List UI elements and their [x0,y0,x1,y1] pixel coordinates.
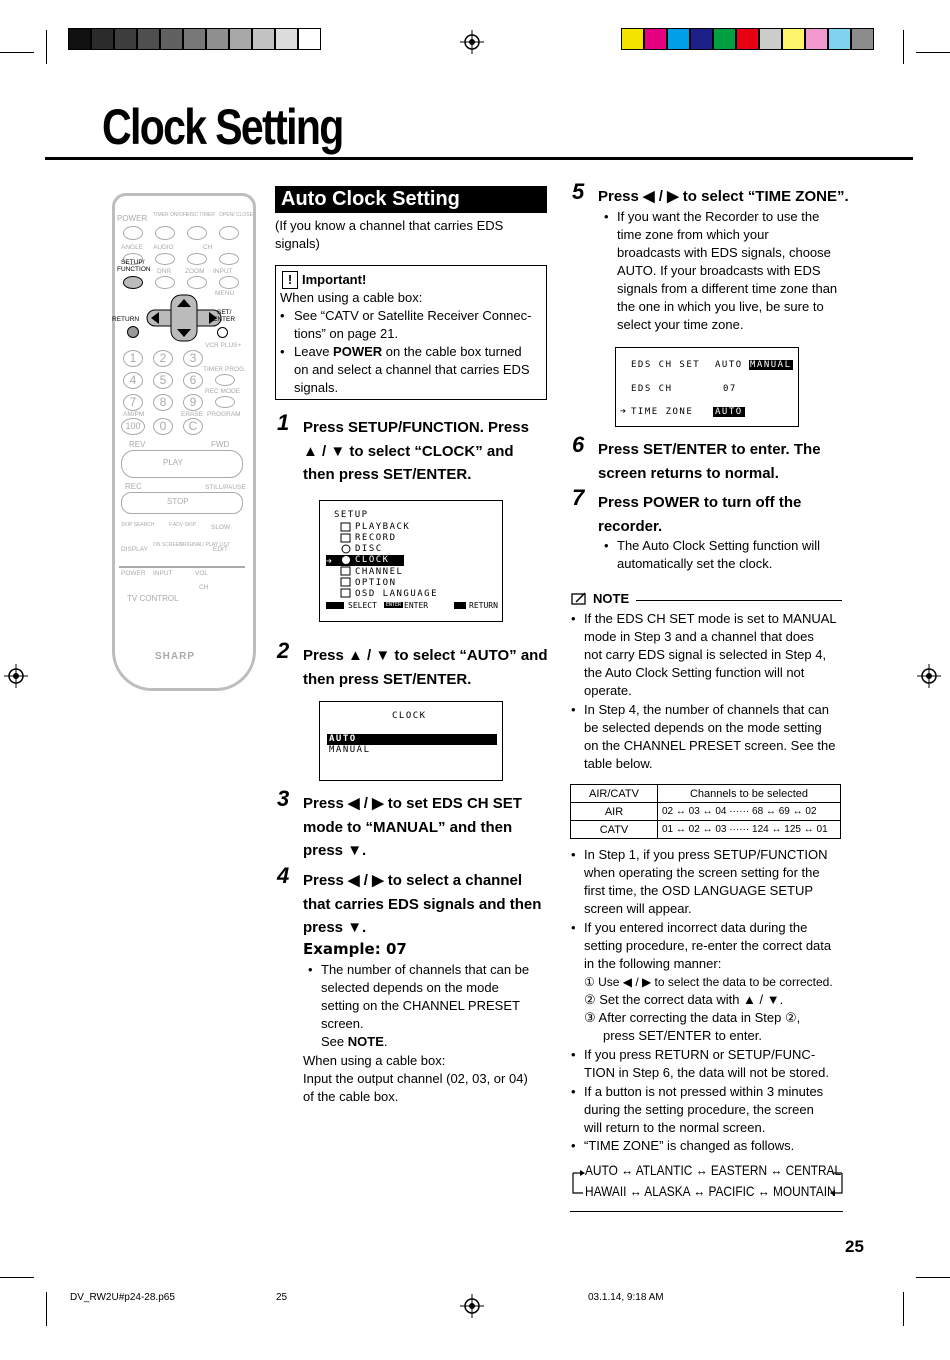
enter-key-icon: ENTER [386,602,402,608]
remote-label: DNR [157,268,172,275]
table-cell: 02 ↔ 03 ↔ 04 ······ 68 ↔ 69 ↔ 02 [658,803,841,821]
digit-button-icon: 5 [153,372,173,389]
bullet-dot: • [571,611,576,626]
remote-label-function: FUNCTION [117,266,151,273]
important-bullet-1 [294,307,531,343]
calibration-swatch [252,28,275,50]
remote-label-return: RETURN [112,316,140,323]
up-down-key-icon [326,602,344,609]
footer-date: 03.1.14, 9:18 AM [588,1292,664,1303]
calibration-swatch [183,28,206,50]
note-line: when operating the screen setting for the [584,865,820,880]
bullet-line: If you want the Recorder to use the [617,209,820,224]
calibration-swatch [114,28,137,50]
section-heading: Auto Clock Setting [275,186,547,213]
remote-label: FWD [211,440,230,449]
note-bullet-5 [584,1046,829,1082]
step-line: Press SET/ENTER to enter. The [598,441,821,458]
remote-label: POWER [121,570,146,577]
bullet-dot: • [571,847,576,862]
bullet-dot: • [571,702,576,717]
remote-label: INPUT [153,570,173,577]
text-run: See [321,1034,348,1049]
step-number: 4 [277,863,290,888]
calibration-swatch [828,28,851,50]
remote-label: SKIP SEARCH [121,522,155,528]
remote-label: AM/PM [123,411,145,418]
calibration-swatch [137,28,160,50]
remote-label: STILL/PAUSE [205,484,246,491]
set-enter-button-icon [217,327,228,338]
note-line: In Step 1, if you press SETUP/FUNCTION [584,847,828,862]
digit-button-icon: C [183,418,203,435]
bullet-line: signals from a different time zone than [617,281,838,296]
footer-file: DV_RW2U#p24-28.p65 [70,1292,175,1303]
eds-setting-screen [615,347,799,427]
bullet-line: AUTO. If your broadcasts with EDS [617,263,821,278]
remote-button-icon [219,276,239,289]
registration-mark-icon [460,30,484,54]
step-line: Press POWER to turn off the [598,494,802,511]
digit-button-icon: 3 [183,350,203,367]
pointer-arrow-icon: ➔ [326,556,333,567]
bullet-dot: • [571,1084,576,1099]
important-line: on and select a channel that carries EDS [294,362,530,377]
remote-label: INPUT [213,268,233,275]
bullet-dot: • [280,308,285,323]
page-title: Clock Setting [102,99,343,155]
intro-line: signals) [275,236,320,251]
remote-label: REC MODE [205,388,241,395]
step-4-bullet [321,961,529,1051]
page-number: 25 [845,1237,864,1256]
remote-label: ANGLE [121,244,144,251]
setup-item: RECORD [355,533,397,543]
digit-button-icon: 4 [123,372,143,389]
digit-button-icon: 6 [183,372,203,389]
important-bullet-2 [294,343,530,397]
table-row [571,803,841,821]
important-label: Important! [302,272,367,287]
step-number: 2 [277,638,290,663]
note-line: during the setting procedure, the screen [584,1102,814,1117]
eds-row-label: TIME ZONE [631,407,694,417]
note-subitem: ① Use ◀ / ▶ to select the data to be corrected. [584,975,833,989]
crop-mark [903,1292,904,1326]
table-header: Channels to be selected [658,785,841,803]
remote-button-icon [215,396,235,408]
note-line: If you entered incorrect data during the [584,920,808,935]
note-bullet-6 [584,1083,823,1137]
bullet-line: broadcasts with EDS signals, choose [617,245,831,260]
step-line: Press ◀ / ▶ to select a channel [303,872,522,889]
timezone-cycle-row-1: AUTO ↔ ATLANTIC ↔ EASTERN ↔ CENTRAL [585,1162,842,1178]
crop-mark [916,52,950,53]
step-6-text [598,438,821,485]
brand-logo: SHARP [155,651,196,662]
remote-button-icon [215,374,235,386]
return-key-icon [454,602,466,609]
remote-button-icon [219,253,239,265]
note-label: NOTE [593,591,630,606]
step-line: mode to “MANUAL” and then [303,818,513,836]
setup-title: SETUP [334,510,369,520]
calibration-swatch [91,28,114,50]
note-bullet-4 [584,919,833,1045]
note-bullet-2 [584,701,835,773]
screen-top-border [320,701,502,702]
eds-row-label: EDS CH [631,384,673,394]
calibration-swatch [275,28,298,50]
note-subitem: ③ After correcting the data in Step ②, [584,1010,801,1025]
remote-divider [119,566,245,568]
step-line: then press SET/ENTER. [303,670,472,688]
note-line: TION in Step 6, the data will not be stored. [584,1065,829,1080]
remote-label: CH [199,584,209,591]
registration-mark-icon [460,1294,484,1318]
step-number: 7 [572,485,585,510]
calibration-swatch [160,28,183,50]
bullet-dot: • [308,962,313,977]
calibration-swatch [298,28,321,50]
important-box [275,265,547,400]
bottom-rule [570,1211,843,1212]
bullet-line: The Auto Clock Setting function will [617,538,821,553]
calibration-swatch [68,28,91,50]
remote-label: POWER [117,214,148,223]
bullet-dot: • [604,538,609,553]
digit-button-icon: 100 [121,418,145,435]
setup-item: OPTION [355,578,397,588]
step-number: 6 [572,432,585,457]
setup-item: CHANNEL [355,567,404,577]
bullet-line: setting on the CHANNEL PRESET [321,998,520,1013]
remote-button-icon [187,226,207,240]
registration-mark-icon [917,664,941,688]
table-row [571,785,841,803]
calibration-swatch [667,28,690,50]
remote-label: PLAY [163,458,183,467]
note-bullet-1 [584,610,837,700]
remote-label: TIMER ON/OFF [153,212,189,218]
crop-mark [903,30,904,64]
digit-button-icon: 1 [123,350,143,367]
note-rule [636,600,842,601]
exclamation-icon: ! [282,271,298,289]
step-line: then press SET/ENTER. [303,466,472,483]
remote-label: TV CONTROL [127,594,179,603]
cable-line: of the cable box. [303,1089,399,1104]
step-number: 5 [572,179,585,204]
note-subitem: press SET/ENTER to enter. [603,1028,762,1043]
step-line: ▲ / ▼ to select “CLOCK” and [303,442,514,460]
remote-label: DISPLAY [121,546,148,553]
digit-button-icon: 8 [153,394,173,411]
note-bullet-7: “TIME ZONE” is changed as follows. [584,1138,795,1153]
remote-label: VCR PLUS+ [205,342,242,349]
example-label: Example: 07 [303,940,407,958]
important-line: See “CATV or Satellite Receiver Connec- [294,308,532,323]
remote-label: PROGRAM [207,411,241,418]
note-bullet-3 [584,846,827,918]
important-line: tions” on page 21. [294,326,399,341]
note-line: In Step 4, the number of channels that can [584,702,829,717]
eds-option-selected: MANUAL [750,360,792,370]
digit-button-icon: 2 [153,350,173,367]
remote-label: REC [125,482,142,491]
note-line: setting procedure, re-enter the correct data [584,938,832,953]
bullet-line: screen. [321,1016,364,1031]
bullet-line: time zone from which your [617,227,769,242]
step-line: press ▼. [303,842,367,859]
step-line: that carries EDS signals and then [303,895,542,913]
remote-label: SLOW [211,524,231,531]
important-line: signals. [294,380,339,395]
calibration-swatch [805,28,828,50]
remote-label: ERASE [181,411,204,418]
step-line: Press ▲ / ▼ to select “AUTO” and [303,647,548,664]
table-row [571,821,841,839]
step-5-text [598,185,849,209]
step-7-text [598,491,801,538]
calibration-swatch [229,28,252,50]
calibration-swatch [644,28,667,50]
cable-box-note [303,1052,528,1106]
crop-mark [0,52,34,53]
digit-button-icon: 9 [183,394,203,411]
setup-item: DISC [355,544,383,554]
zoom-button-icon [187,276,207,289]
remote-label: DISC TIMER [186,212,215,218]
note-line: in the following manner: [584,956,722,971]
setup-item: PLAYBACK [355,522,411,532]
remote-label: F.ADV SKIP [169,522,196,528]
remote-label: ZOOM [185,268,205,275]
text-run: Leave [294,344,334,359]
footer-page: 25 [276,1292,288,1303]
bullet-line: the one in which you live, be sure to [617,299,824,314]
note-line: first time, the OSD LANGUAGE SETUP [584,883,813,898]
digit-button-icon: 7 [123,394,143,411]
footer-enter: ENTER [404,601,429,610]
bullet-dot: • [571,1047,576,1062]
bullet-line: selected depends on the mode [321,980,499,995]
note-line: operate. [584,683,632,698]
calibration-swatch [206,28,229,50]
bullet-dot: • [571,1138,576,1153]
step-line: Press SETUP/FUNCTION. Press [303,419,529,436]
clock-option-selected: AUTO [329,734,357,744]
remote-control-illustration [112,193,256,691]
setup-function-button-icon [123,276,143,289]
step-2-text [303,644,547,691]
digit-button-icon: 0 [153,418,173,435]
crop-mark [46,1292,47,1326]
step-1-text [303,416,529,487]
calibration-swatch [782,28,805,50]
calibration-swatch [690,28,713,50]
intro-line: (If you know a channel that carries EDS [275,218,504,233]
bullet-line: automatically set the clock. [617,556,773,571]
remote-label: MENU [215,290,235,297]
eds-channel-value: 07 [723,384,737,394]
registration-mark-icon [4,664,28,688]
clock-title: CLOCK [392,711,427,721]
remote-label: ORIGINAL/ PLAY LIST [179,542,230,548]
crop-mark [916,1277,950,1278]
return-button-icon [127,326,139,338]
setup-menu-screen [319,500,503,622]
note-line: mode in Step 3 and a channel that does [584,629,814,644]
eds-timezone-value: AUTO [715,407,743,417]
direction-pad-icon [145,293,223,343]
timezone-cycle-row-2: HAWAII ↔ ALASKA ↔ PACIFIC ↔ MOUNTAIN [585,1183,836,1199]
step-line: Press ◀ / ▶ to select “TIME ZONE”. [598,188,849,205]
step-4-text [303,869,541,940]
remote-button-icon [219,226,239,240]
remote-label-set: SET/ [217,309,232,316]
remote-label-setup: SETUP/ [121,259,145,266]
text-run-bold: NOTE [347,1034,384,1049]
step-line: press ▼. [303,919,367,936]
bullet-dot: • [571,920,576,935]
note-line: be selected depends on the mode setting [584,720,822,735]
footer-select: SELECT [348,601,377,610]
text-run: . [383,1034,388,1049]
remote-label: VOL [195,570,209,577]
intro-text [275,217,503,253]
remote-label: EDIT [213,546,228,553]
calibration-swatch [621,28,644,50]
note-line: If the EDS CH SET mode is set to MANUAL [584,611,837,626]
note-line: screen will appear. [584,901,692,916]
channel-table [570,784,841,839]
footer-return: RETURN [469,601,498,610]
clock-menu-screen [319,701,503,781]
note-line: will return to the normal screen. [584,1120,766,1135]
remote-button-icon [187,253,207,265]
remote-button-icon [155,276,175,289]
cable-line: Input the output channel (02, 03, or 04) [303,1071,528,1086]
step-line: recorder. [598,517,663,535]
setup-item-selected: CLOCK [355,555,390,565]
remote-label: OPEN/ CLOSE [219,212,253,218]
table-cell: 01 ↔ 02 ↔ 03 ······ 124 ↔ 125 ↔ 01 [658,821,841,839]
note-subitem: ② Set the correct data with ▲ / ▼. [584,992,784,1007]
step-line: Press ◀ / ▶ to set EDS CH SET [303,795,522,812]
crop-mark [46,30,47,64]
title-rule [45,157,913,160]
remote-button-icon [155,226,175,240]
table-cell: AIR [571,803,658,821]
bullet-dot: • [604,209,609,224]
pointer-arrow-icon: ➔ [620,406,627,417]
note-line: If you press RETURN or SETUP/FUNC- [584,1047,816,1062]
step-3-text [303,792,522,863]
remote-label: AUDIO [153,244,174,251]
bullet-line: The number of channels that can be [321,962,530,977]
eds-row-label: EDS CH SET [631,360,701,370]
remote-label-enter: ENTER [213,316,236,323]
note-line: the Auto Clock Setting function will not [584,665,805,680]
screen-top-border [616,347,798,348]
eds-option: AUTO [715,360,743,370]
important-line: When using a cable box: [280,290,423,305]
step-5-bullet [617,208,837,334]
calibration-swatch [736,28,759,50]
note-line: table below. [584,756,653,771]
setup-menu-icons [340,522,352,600]
note-line: on the CHANNEL PRESET screen. See the [584,738,836,753]
calibration-swatch [759,28,782,50]
step-number: 1 [277,410,290,435]
calibration-swatch [851,28,874,50]
remote-button-icon [155,253,175,265]
note-line: If a button is not pressed within 3 minutes [584,1084,824,1099]
text-run: on the cable box turned [382,344,522,359]
step-7-bullet [617,537,820,573]
remote-label: REV [129,440,146,449]
power-button-icon [123,226,143,240]
setup-item: OSD LANGUAGE [355,589,439,599]
step-number: 3 [277,786,290,811]
bullet-line: select your time zone. [617,317,744,332]
table-cell: CATV [571,821,658,839]
remote-label: TIMER PROG. [203,366,246,373]
remote-label: ON SCREEN [153,542,183,548]
note-line: not carry EDS signal is selected in Step 4, [584,647,827,662]
crop-mark [0,1277,34,1278]
clock-option: MANUAL [329,745,371,755]
remote-label: CH [203,244,213,251]
cable-line: When using a cable box: [303,1053,446,1068]
calibration-swatch [713,28,736,50]
remote-label: STOP [167,497,189,506]
bullet-dot: • [280,344,285,359]
table-header: AIR/CATV [571,785,658,803]
step-line: screen returns to normal. [598,464,779,482]
text-run-bold: POWER [333,344,383,359]
screen-top-border [320,500,502,501]
note-pencil-icon [571,592,587,606]
